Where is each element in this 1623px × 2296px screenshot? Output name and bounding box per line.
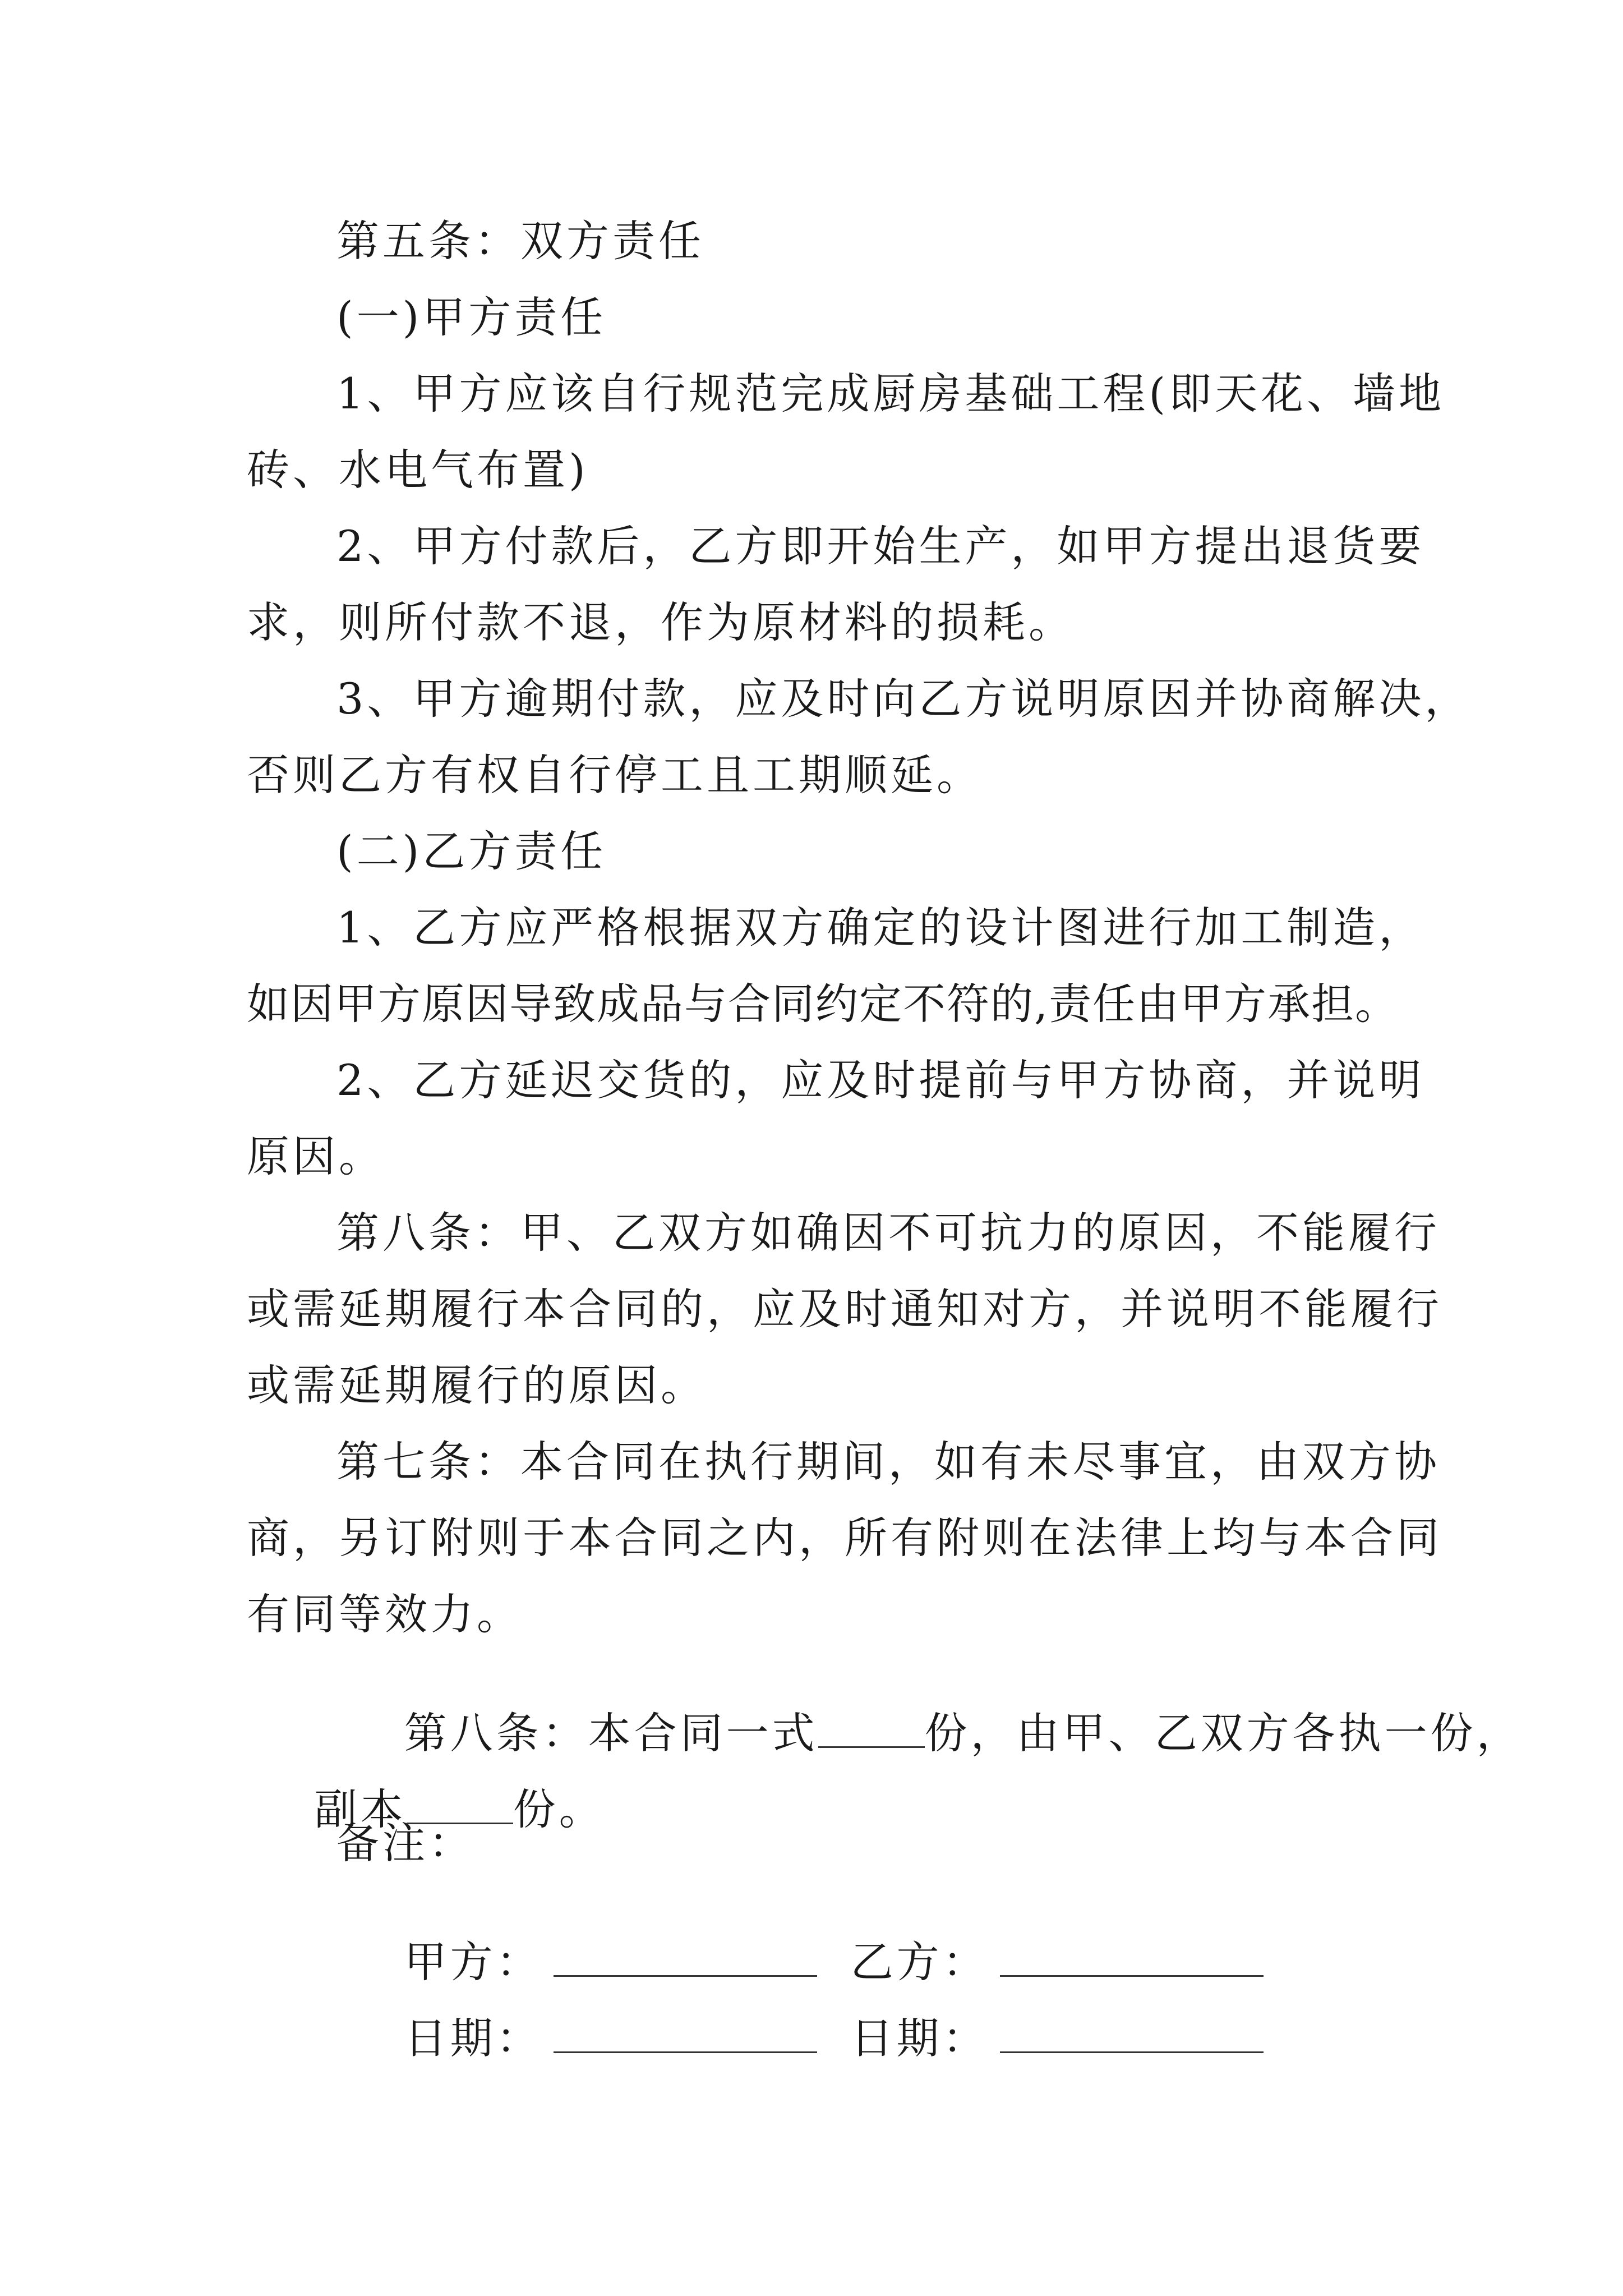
party-b-signature-blank — [1000, 1941, 1264, 1977]
paragraph-line: 第八条：甲、乙双方如确因不可抗力的原因，不能履行 — [336, 1208, 1440, 1258]
paragraph-line: 1、乙方应严格根据双方确定的设计图进行加工制造， — [336, 903, 1425, 953]
duplicate-text-2: 份。 — [513, 1784, 605, 1834]
date-b-label: 日期： — [850, 2013, 989, 2063]
paragraph-line: 1、甲方应该自行规范完成厨房基础工程(即天花、墙地 — [336, 369, 1445, 418]
party-a-label: 甲方： — [404, 1937, 542, 1987]
paragraph-line: 商，另订附则于本合同之内，所有附则在法律上均与本合同 — [247, 1513, 1442, 1563]
paragraph-line: 如因甲方原因导致成品与合同约定不符的,责任由甲方承担。 — [247, 979, 1399, 1029]
party-b-label: 乙方： — [850, 1937, 989, 1987]
copies-text-1: 第八条：本合同一式 — [404, 1708, 818, 1758]
paragraph-line: 求，则所付款不退，作为原材料的损耗。 — [247, 597, 1075, 647]
paragraph-line: 有同等效力。 — [247, 1589, 523, 1639]
paragraph-line: 2、乙方延迟交货的，应及时提前与甲方协商，并说明 — [336, 1055, 1425, 1105]
party-a-duties-heading: (一)甲方责任 — [336, 292, 607, 342]
remark-label: 备注： — [336, 1818, 474, 1868]
article-5-heading: 第五条：双方责任 — [336, 216, 704, 266]
paragraph-line: 或需延期履行本合同的，应及时通知对方，并说明不能履行 — [247, 1284, 1442, 1334]
party-a-signature-blank — [554, 1941, 817, 1977]
date-b-blank — [1000, 2018, 1264, 2053]
duplicate-text-1: 副本 — [314, 1784, 407, 1834]
paragraph-line: 否则乙方有权自行停工且工期顺延。 — [247, 750, 983, 800]
date-a-blank — [554, 2018, 817, 2053]
party-b-duties-heading: (二)乙方责任 — [336, 826, 607, 876]
date-row — [336, 1975, 1264, 2102]
paragraph-line: 第七条：本合同在执行期间，如有未尽事宜，由双方协 — [336, 1437, 1440, 1487]
paragraph-line: 或需延期履行的原因。 — [247, 1360, 707, 1410]
paragraph-line: 3、甲方逾期付款，应及时向乙方说明原因并协商解决， — [336, 674, 1471, 724]
copies-text-2: 份，由甲、乙双方各执一份， — [924, 1708, 1523, 1758]
copies-count-blank — [818, 1713, 925, 1748]
paragraph-line: 砖、水电气布置) — [247, 445, 589, 495]
paragraph-line: 2、甲方付款后，乙方即开始生产，如甲方提出退货要 — [336, 521, 1425, 571]
paragraph-line: 原因。 — [247, 1131, 385, 1181]
date-a-label: 日期： — [404, 2013, 542, 2063]
